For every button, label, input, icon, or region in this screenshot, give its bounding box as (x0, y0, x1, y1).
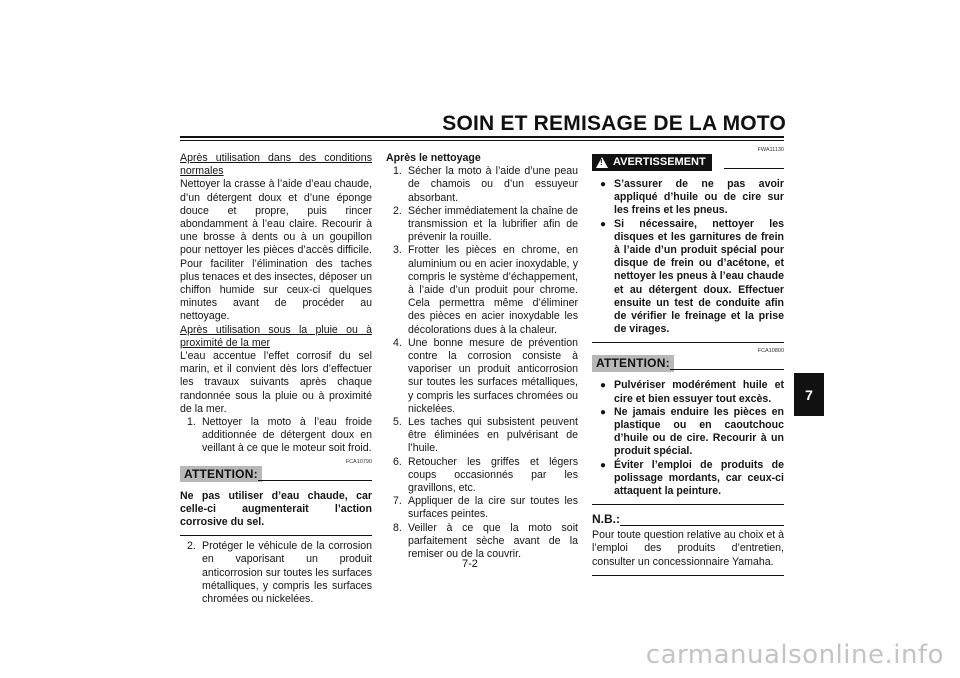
section-heading-normal-use: Après utilisation dans des conditions normales (180, 152, 372, 178)
warning-bullet-text: Si nécessaire, nettoyer les disques et les garnitures de frein à l’aide d’un produit spécial pour disque de frein ou d’acétone, et nettoyer les pneus à l’eau chaude et au détergent doux. Effectuer ensuite un test de conduite afin de vérifier le freinage et la prise de virages. (614, 217, 784, 336)
list-item (386, 495, 578, 521)
step-number: 7. (393, 495, 402, 508)
list-item (386, 416, 578, 456)
step-text: Retoucher les griffes et légers coups occasionnés par les gravillons, etc. (408, 455, 578, 495)
watermark: carmanualsonline.info (645, 640, 944, 670)
warning-badge (592, 154, 712, 171)
attention-header (180, 458, 372, 486)
section-text-normal-use: Nettoyer la crasse à l’aide d’eau chaude, d’un détergent doux et d’une éponge douce et propre, puis rincer abondamment à l’eau claire. Recourir à une brosse à dents ou à un goupillon pour nettoyer les pièces d’accès difficile. Pour faciliter l’élimination des taches plus tenaces et des insectes, déposer un chiffon humide sur ceux-ci quelques minutes avant de procéder au nettoyage. (180, 178, 372, 323)
column-right (592, 147, 784, 576)
list-item (386, 456, 578, 496)
step-number: 1. (393, 165, 402, 178)
attention-header (592, 348, 784, 375)
list-item (386, 244, 578, 336)
list-item (180, 540, 372, 606)
nb-header (592, 513, 784, 529)
warning-end-rule (592, 342, 784, 343)
bullet-icon: ● (600, 459, 607, 471)
bullet-icon: ● (600, 406, 607, 418)
step-number: 3. (393, 244, 402, 257)
list-item (386, 522, 578, 562)
attention-end-rule (180, 535, 372, 536)
chapter-tab: 7 (794, 373, 824, 416)
page-title: SOIN ET REMISAGE DE LA MOTO (442, 112, 786, 135)
title-rule-thin (180, 140, 784, 141)
attention-bullet-text: Pulvériser modérément huile et cire et bien essuyer tout excès. (614, 379, 784, 405)
attention-text: Ne pas utiliser d’eau chaude, car celle-ci augmenterait l’action corrosive du sel. (180, 489, 372, 529)
section-heading-rain-sea: Après utilisation sous la pluie ou à proximité de la mer (180, 323, 372, 349)
bullet-icon: ● (600, 179, 607, 190)
step-text: Nettoyer la moto à l’eau froide additionnée de détergent doux en veillant à ce que le moteur soit froid. (202, 416, 372, 455)
step-number: 2. (393, 204, 402, 217)
section-heading-after-cleaning: Après le nettoyage (386, 152, 481, 164)
title-rule-thick (180, 136, 784, 138)
list-item (386, 337, 578, 416)
attention-bullet-text: Éviter l’emploi de produits de polissage mordants, car ceux-ci attaquent la peinture. (614, 458, 784, 498)
warning-header (592, 147, 784, 174)
step-text: Sécher immédiatement la chaîne de transmission et la lubrifier afin de prévenir la rouille. (408, 204, 578, 244)
attention-code: FCA10800 (757, 348, 784, 355)
step-text: Sécher la moto à l’aide d’une peau de chamois ou d’un essuyeur absorbant. (408, 165, 578, 204)
attention-end-rule (592, 504, 784, 505)
step-number: 5. (393, 416, 402, 429)
warning-rule (724, 168, 784, 169)
step-number: 2. (187, 540, 196, 553)
nb-label: N.B.: (592, 512, 620, 527)
step-number: 4. (393, 336, 402, 349)
list-item (386, 205, 578, 245)
warning-triangle-icon: ! (596, 157, 608, 168)
attention-bullet-text: Ne jamais enduire les pièces en plastique ou en caoutchouc d’huile ou de cire. Recourir à un produit spécial. (614, 405, 784, 458)
nb-rule (620, 525, 784, 526)
list-item (592, 218, 784, 337)
step-text: Protéger le véhicule de la corrosion en vaporisant un produit anticorrosion sur toutes les surfaces métalliques, y compris les surfaces chromées ou nickelées. (202, 540, 372, 606)
step-text: Frotter les pièces en chrome, en aluminium ou en acier inoxydable, y compris le système d’échappement, à l’aide d’un produit pour chrome. Cela permettra même d’éliminer des pièces en acier inoxydable les décolorations dues à la chaleur. (408, 244, 578, 336)
list-item (592, 406, 784, 459)
step-number: 6. (393, 455, 402, 468)
warning-bullet-text: S’assurer de ne pas avoir appliqué d’huile ou de cire sur les freins et les pneus. (614, 178, 784, 217)
step-text: Une bonne mesure de prévention contre la corrosion consiste à vaporiser un produit anticorrosion sur toutes les surfaces métalliques, y compris les surfaces chromées ou nickelées. (408, 336, 578, 415)
attention-badge: ATTENTION: (180, 466, 262, 482)
step-text: Veiller à ce que la moto soit parfaitement sèche avant de la remiser ou de la couvrir. (408, 521, 578, 561)
nb-text: Pour toute question relative au choix et à l’emploi des produits d’entretien, consulter un concessionnaire Yamaha. (592, 529, 784, 568)
attention-rule (258, 480, 372, 481)
step-text: Les taches qui subsistent peuvent être éliminées en pulvérisant de l’huile. (408, 416, 578, 455)
attention-badge: ATTENTION: (592, 355, 674, 371)
list-item (592, 459, 784, 499)
warning-label: AVERTISSEMENT (613, 156, 706, 168)
attention-rule (670, 369, 784, 370)
step-number: 1. (187, 416, 196, 429)
section-text-rain-sea: L’eau accentue l’effet corrosif du sel marin, et il convient dès lors d’effectuer les travaux suivants après chaque randonnée sous la pluie ou à proximité de la mer. (180, 350, 372, 415)
page-number: 7-2 (462, 558, 478, 570)
bullet-icon: ● (600, 218, 607, 230)
list-item (592, 178, 784, 218)
attention-code: FCA10790 (345, 458, 372, 465)
step-text: Appliquer de la cire sur toutes les surfaces peintes. (408, 495, 578, 521)
list-item (592, 379, 784, 405)
bullet-icon: ● (600, 380, 607, 392)
nb-end-rule (592, 575, 784, 576)
list-item (180, 416, 372, 456)
column-middle (386, 152, 578, 561)
warning-code: FWA11130 (757, 147, 784, 153)
step-number: 8. (393, 521, 402, 534)
list-item (386, 165, 578, 205)
column-left (180, 152, 372, 606)
